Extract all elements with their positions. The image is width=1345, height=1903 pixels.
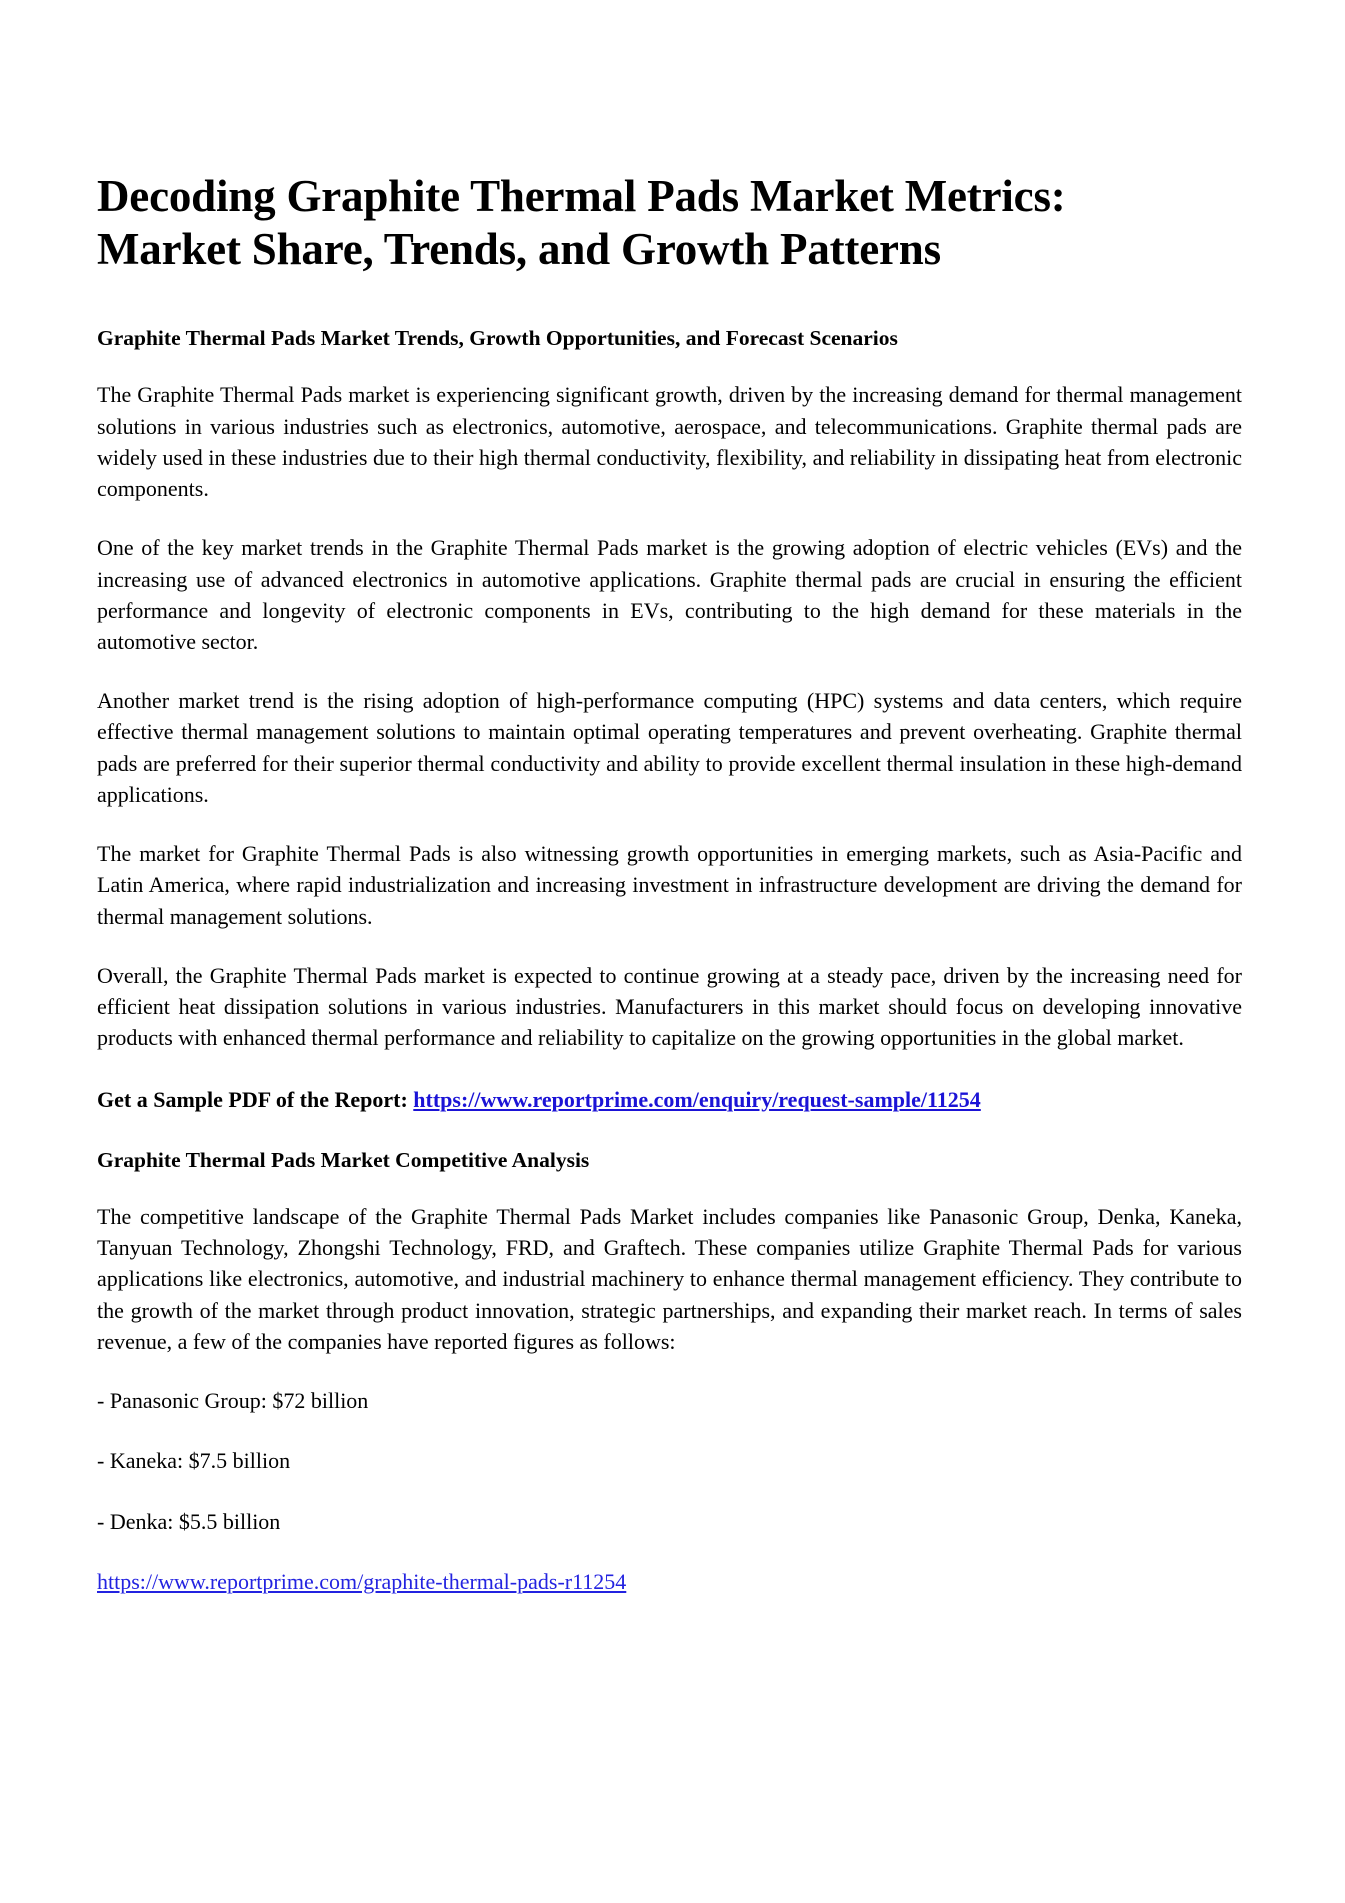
list-item: - Panasonic Group: $72 billion (97, 1388, 369, 1414)
list-item: - Denka: $5.5 billion (97, 1508, 281, 1534)
paragraph-hpc-trend: Another market trend is the rising adoption of high-performance computing (HPC) systems and data centers, which require effective thermal management solutions to maintain optimal operating temperatures and prevent overheating. Graphite thermal pads are preferred for their superior thermal conductivity and ability to provide excellent thermal insulation in these high-demand applications. (97, 688, 1242, 807)
sample-pdf-label: Get a Sample PDF of the Report: (97, 1086, 414, 1112)
list-item: - Kaneka: $7.5 billion (97, 1448, 291, 1474)
paragraph-outlook: Overall, the Graphite Thermal Pads market is expected to continue growing at a steady pace, driven by the increasing need for efficient heat dissipation solutions in various industries. Manufacturers in this market should focus on developing innovative products with enhanced thermal performance and reliability to capitalize on the growing opportunities in the global market. (97, 962, 1242, 1051)
section-heading-competitive-analysis: Graphite Thermal Pads Market Competitive Analysis (97, 1147, 590, 1172)
paragraph-market-overview: The Graphite Thermal Pads market is experiencing significant growth, driven by the increasing demand for thermal management solutions in various industries such as electronics, automotive, aerospace, and telecommunications. Graphite thermal pads are widely used in these industries due to their high thermal conductivity, flexibility, and reliability in dissipating heat from electronic components. (97, 382, 1242, 502)
section-heading-trends: Graphite Thermal Pads Market Trends, Growth Opportunities, and Forecast Scenarios (97, 326, 898, 351)
paragraph-competitive-landscape: The competitive landscape of the Graphite Thermal Pads Market includes companies like Panasonic Group, Denka, Kaneka, Tanyuan Technology, Zhongshi Technology, FRD, and Graftech. These companies utilize Graphite Thermal Pads for various applications like electronics, automotive, and industrial machinery to enhance thermal management efficiency. They contribute to the growth of the market through product innovation, strategic partnerships, and expanding their market reach. In terms of sales revenue, a few of the companies have reported figures as follows: (97, 1203, 1242, 1354)
footer-link-line (97, 1566, 1242, 1597)
paragraph-ev-trend: One of the key market trends in the Graphite Thermal Pads market is the growing adoption of electric vehicles (EVs) and the increasing use of advanced electronics in automotive applications. Graphite thermal pads are crucial in ensuring the efficient performance and longevity of electronic components in EVs, contributing to the high demand for these materials in the automotive sector. (97, 535, 1242, 655)
request-sample-link[interactable]: https://www.reportprime.com/enquiry/request-sample/11254 (413, 1086, 981, 1112)
sample-pdf-cta (97, 1084, 1242, 1115)
page-title: Decoding Graphite Thermal Pads Market Metrics: Market Share, Trends, and Growth Patterns (97, 171, 1066, 274)
paragraph-emerging-markets: The market for Graphite Thermal Pads is also witnessing growth opportunities in emerging markets, such as Asia-Pacific and Latin America, where rapid industrialization and increasing investment in infrastructure development are driving the demand for thermal management solutions. (97, 841, 1242, 929)
report-page-link[interactable]: https://www.reportprime.com/graphite-thermal-pads-r11254 (97, 1568, 627, 1594)
